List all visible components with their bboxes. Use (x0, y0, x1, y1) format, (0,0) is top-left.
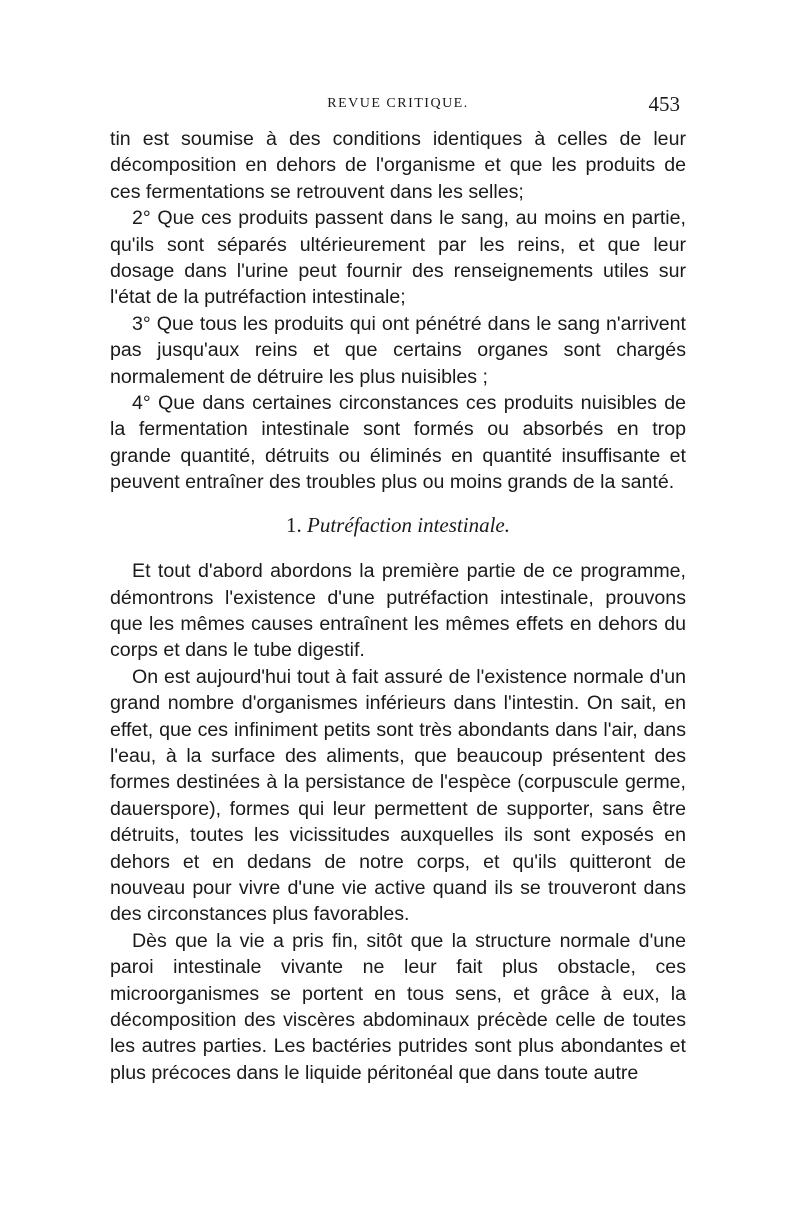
paragraph-point-2: 2° Que ces produits passent dans le sang, au moins en partie, qu'ils sont séparés ultérieurement par les reins, et que leur dosage dans l'urine peut fournir des renseignements utiles sur l'état de la putréfaction intestinale; (110, 207, 686, 309)
paragraph-point-3: 3° Que tous les produits qui ont pénétré dans le sang n'arrivent pas jusqu'aux reins et que certains organes sont chargés normalement de détruire les plus nuisibles ; (110, 312, 686, 388)
section-number: 1. (286, 512, 302, 537)
page-header (110, 92, 686, 126)
page-number: 453 (648, 92, 680, 116)
paragraph-section-1: Et tout d'abord abordons la première partie de ce programme, démontrons l'existence d'une putréfaction intestinale, prouvons que les mêmes causes entraînent les mêmes effets en dehors du corps et dans le tube digestif. (110, 560, 686, 662)
paragraph-section-3: Dès que la vie a pris fin, sitôt que la structure normale d'une paroi intestinale vivante ne leur fait plus obstacle, ces microorganismes se portent en tous sens, et grâce à eux, la décomposition des viscères abdominaux précède celle de toutes les autres parties. Les bactéries putrides sont plus abondantes et plus précoces dans le liquide péritonéal que dans toute autre (110, 929, 686, 1084)
paragraph-continuation: tin est soumise à des conditions identiques à celles de leur décomposition en dehors de l'organisme et que les produits de ces fermentations se retrouvent dans les selles; (110, 128, 686, 203)
page-body (110, 126, 686, 1086)
book-page (110, 92, 686, 1086)
paragraph-point-4: 4° Que dans certaines circonstances ces produits nuisibles de la fermentation intestinale sont formés ou absorbés en trop grande quantité, détruits ou éliminés en quantité insuffisante et peuvent entraîner des troubles plus ou moins grands de la santé. (110, 392, 686, 494)
running-head: REVUE CRITIQUE. (327, 96, 469, 111)
paragraph-section-2: On est aujourd'hui tout à fait assuré de l'existence normale d'un grand nombre d'organismes inférieurs dans l'intestin. On sait, en effet, que ces infiniment petits sont très abondants dans l'air, dans l'eau, à la surface des aliments, que beaucoup présentent des formes destinées à la persistance de l'espèce (corpuscule germe, dauerspore), formes qui leur permettent de supporter, sans être détruits, toutes les vicissitudes auxquelles ils sont exposés en dehors et en dedans de notre corps, et qu'ils quitteront de nouveau pour vivre d'une vie active quand ils se trouveront dans des circonstances plus favorables. (110, 665, 686, 926)
section-heading (110, 512, 686, 538)
section-title: Putréfaction intestinale. (307, 512, 510, 537)
